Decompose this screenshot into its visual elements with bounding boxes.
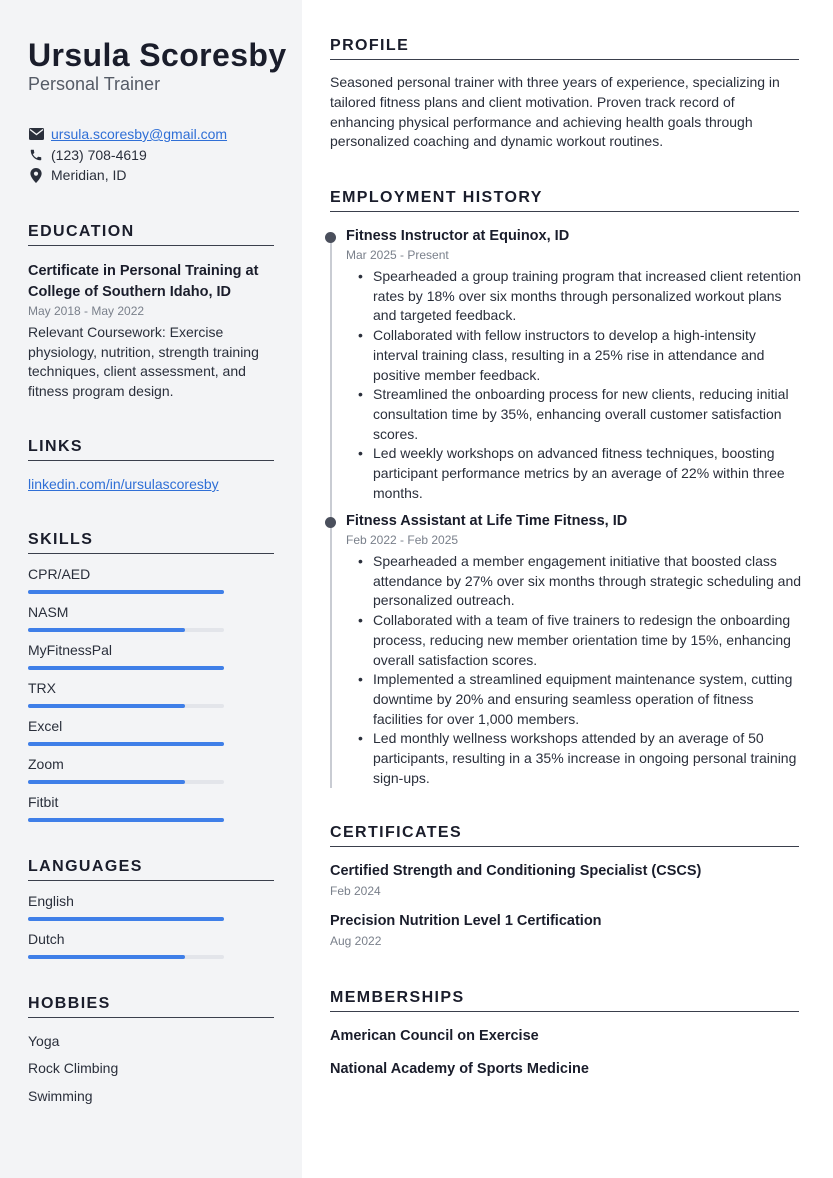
education-heading: EDUCATION [28,223,274,246]
skill-label: Fitbit [28,794,59,810]
timeline-dot [325,232,336,243]
job-bullet: • Implemented a streamlined equipment maintenance system, cutting downtime by 20% and ensuring seamless operation of fitness facilities for over 1,000 members. [358,670,803,729]
links-heading: LINKS [28,438,274,461]
certificate-date: Feb 2024 [330,884,381,898]
skill-label: CPR/AED [28,566,91,582]
language-level-bar [28,955,224,959]
sidebar [0,0,302,1178]
skill-level-fill [28,818,224,822]
contact-location [28,165,126,185]
skill-label: TRX [28,680,56,696]
skill-label: Excel [28,718,63,734]
job-bullet: • Spearheaded a group training program that increased client retention rates by 18% over six months through personalized workout plans and targeted feedback. [358,267,803,326]
languages-heading: LANGUAGES [28,858,274,881]
job-title: Fitness Assistant at Life Time Fitness, ID [346,513,628,529]
language-level-fill [28,955,185,959]
job-bullet: • Collaborated with a team of five trainers to redesign the onboarding process, reducing new member orientation time by 15%, enhancing overall satisfaction scores. [358,611,803,670]
certificate-date: Aug 2022 [330,934,382,948]
skills-heading: SKILLS [28,531,274,554]
education-dates: May 2018 - May 2022 [28,304,145,318]
job-dates: Feb 2022 - Feb 2025 [346,533,459,547]
phone-icon [28,147,44,163]
language-level-fill [28,917,224,921]
skill-level-bar [28,628,224,632]
skill-level-fill [28,590,224,594]
skill-level-fill [28,628,185,632]
certificate-title: Precision Nutrition Level 1 Certification [330,913,602,929]
skill-level-fill [28,742,224,746]
employment-heading: EMPLOYMENT HISTORY [330,189,799,212]
membership-item: National Academy of Sports Medicine [330,1061,589,1077]
language-label: English [28,893,74,909]
job-bullets [358,267,803,503]
phone-number: (123) 708-4619 [51,147,147,163]
skill-level-bar [28,590,224,594]
skill-label: MyFitnessPal [28,642,113,658]
certificate-title: Certified Strength and Conditioning Specialist (CSCS) [330,863,702,879]
language-level-bar [28,917,224,921]
membership-item: American Council on Exercise [330,1028,539,1044]
job-bullets [358,552,803,788]
timeline-dot [325,517,336,528]
skill-level-bar [28,780,224,784]
envelope-icon [28,126,44,142]
job-bullet: • Collaborated with fellow instructors to develop a high-intensity interval training class, resulting in a 25% rise in attendance and positive member feedback. [358,326,803,385]
hobby-item: Rock Climbing [28,1060,119,1076]
skill-level-bar [28,704,224,708]
job-title: Fitness Instructor at Equinox, ID [346,228,570,244]
contact-email [28,124,227,144]
skill-label: NASM [28,604,69,620]
skill-label: Zoom [28,756,64,772]
skill-level-bar [28,818,224,822]
education-title: Certificate in Personal Training at College of Southern Idaho, ID [28,263,259,300]
skill-level-bar [28,742,224,746]
profile-text: Seasoned personal trainer with three years of experience, specializing in tailored fitness plans and client motivation. Proven track record of enhancing physical performance and achieving health goals through personalized coaching and dynamic workout routines. [330,74,780,150]
job-bullet: • Led weekly workshops on advanced fitness techniques, boosting participant performance metrics by an average of 22% within three months. [358,444,803,503]
hobby-item: Swimming [28,1088,93,1104]
linkedin-link[interactable]: linkedin.com/in/ursulascoresby [28,476,219,492]
contact-phone [28,145,147,165]
hobbies-heading: HOBBIES [28,995,274,1018]
candidate-role: Personal Trainer [28,74,161,94]
education-description: Relevant Coursework: Exercise physiology, nutrition, strength training techniques, client assessment, and fitness program design. [28,324,259,400]
skill-level-fill [28,780,185,784]
certificates-heading: CERTIFICATES [330,824,799,847]
skill-level-bar [28,666,224,670]
timeline-line [330,234,332,788]
skill-level-fill [28,704,185,708]
candidate-name: Ursula Scoresby [28,37,287,73]
job-dates: Mar 2025 - Present [346,248,449,262]
job-bullet: • Led monthly wellness workshops attended by an average of 50 participants, resulting in a 35% increase in ongoing personal training sign-ups. [358,729,803,788]
location-text: Meridian, ID [51,167,127,183]
memberships-heading: MEMBERSHIPS [330,989,799,1012]
skill-level-fill [28,666,224,670]
email-link[interactable]: ursula.scoresby@gmail.com [51,126,228,142]
language-label: Dutch [28,931,65,947]
job-bullet: • Spearheaded a member engagement initiative that boosted class attendance by 27% over six months through strategic scheduling and personalized outreach. [358,552,803,611]
hobby-item: Yoga [28,1033,60,1049]
map-pin-icon [28,167,44,183]
job-bullet: • Streamlined the onboarding process for new clients, reducing initial consultation time by 35%, enhancing overall customer satisfaction scores. [358,385,803,444]
profile-heading: PROFILE [330,37,799,60]
